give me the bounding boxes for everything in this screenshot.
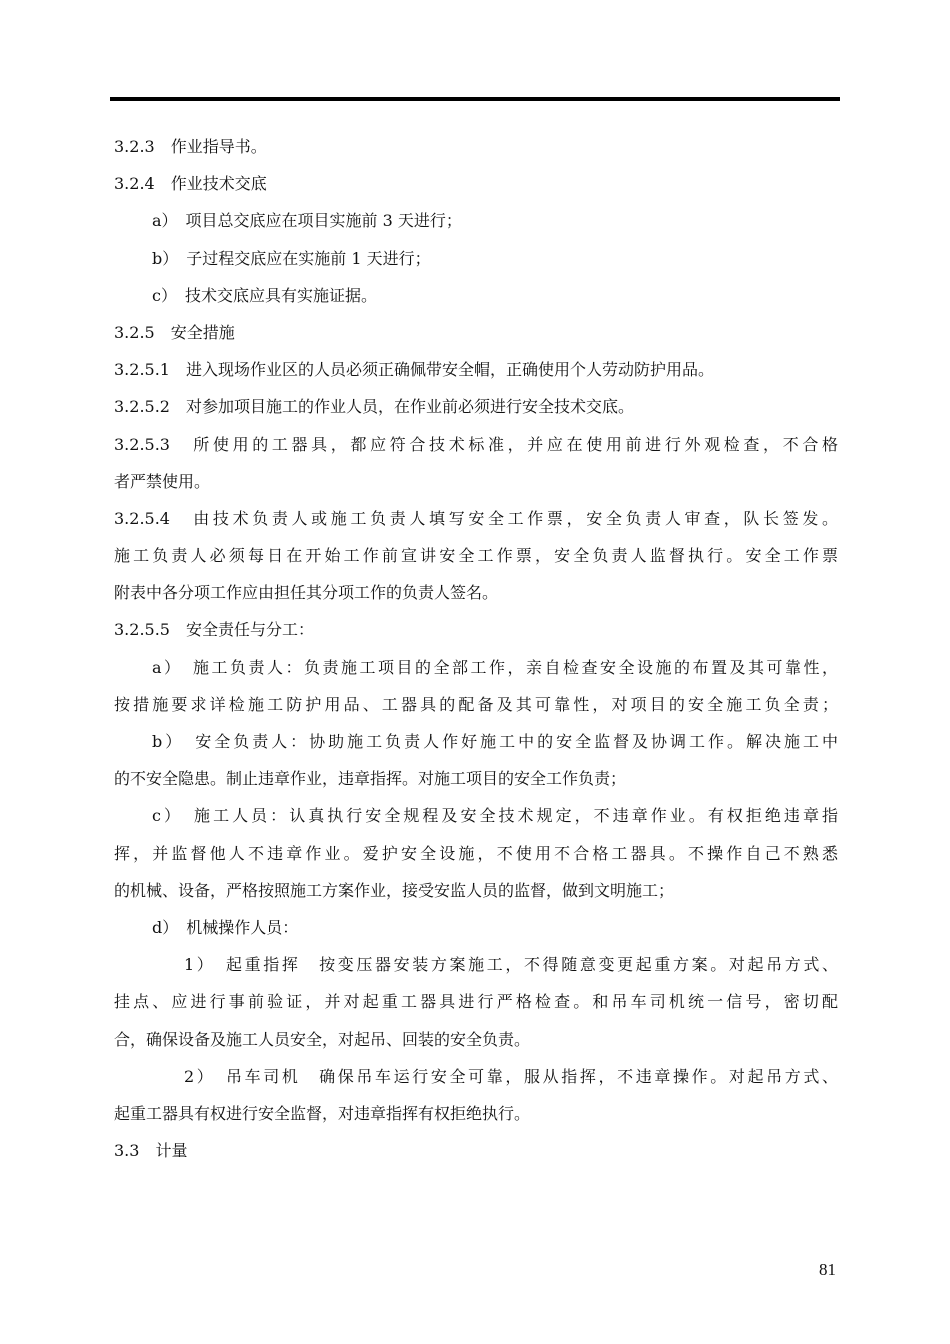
clause-3-2-5-3-line1: 3.2.5.3 所使用的工器具，都应符合技术标准，并应在使用前进行外观检查，不合格 [114,434,838,454]
duty-a-line2: 按措施要求详检施工防护用品、工器具的配备及其可靠性，对项目的安全施工负全责； [114,694,838,714]
heading-3-2-5: 3.2.5 安全措施 [114,322,235,342]
clause-3-2-5-4-line1: 3.2.5.4 由技术负责人或施工负责人填写安全工作票，安全负责人审查，队长签发。 [114,508,838,528]
operator-1-line3: 合，确保设备及施工人员安全，对起吊、回装的安全负责。 [114,1029,531,1049]
operator-2-line1: 2） 吊车司机 确保吊车运行安全可靠，服从指挥，不违章操作。对起吊方式、 [184,1066,838,1086]
heading-3-2-3: 3.2.3 作业指导书。 [114,137,267,156]
heading-3-2-4: 3.2.4 作业技术交底 [114,174,267,194]
clause-3-2-5-5: 3.2.5.5 安全责任与分工： [114,620,314,640]
list-item-b: b） 子过程交底应在实施前 1 天进行； [152,248,431,268]
clause-3-2-5-1: 3.2.5.1 进入现场作业区的人员必须正确佩带安全帽，正确使用个人劳动防护用品。 [114,360,714,380]
duty-b-line1: b） 安全负责人：协助施工负责人作好施工中的安全监督及协调工作。解决施工中 [152,732,838,751]
list-item-c: c） 技术交底应具有实施证据。 [152,285,377,305]
header-rule [110,97,840,101]
duty-a-line1: a） 施工负责人：负责施工项目的全部工作，亲自检查安全设施的布置及其可靠性， [152,657,838,677]
operator-1-line1: 1） 起重指挥 按变压器安装方案施工，不得随意变更起重方案。对起吊方式、 [184,955,838,975]
page-number: 81 [819,1260,836,1279]
clause-3-2-5-3-line2: 者严禁使用。 [114,471,211,491]
duty-c-line1: c） 施工人员：认真执行安全规程及安全技术规定，不违章作业。有权拒绝违章指 [152,806,838,826]
operator-2-line2: 起重工器具有权进行安全监督，对违章指挥有权拒绝执行。 [114,1103,531,1123]
duty-b-line2: 的不安全隐患。制止违章作业，违章指挥。对施工项目的安全工作负责； [114,769,627,789]
clause-3-2-5-2: 3.2.5.2 对参加项目施工的作业人员，在作业前必须进行安全技术交底。 [114,397,634,417]
duty-c-line3: 的机械、设备，严格按照施工方案作业，接受安监人员的监督，做到文明施工； [114,880,675,900]
clause-3-2-5-4-line2: 施工负责人必须每日在开始工作前宣讲安全工作票，安全负责人监督执行。安全工作票 [114,546,838,566]
duty-d: d） 机械操作人员： [152,917,299,937]
list-item-a: a） 项目总交底应在项目实施前 3 天进行； [152,211,462,231]
body-text [114,128,838,1169]
duty-c-line2: 挥，并监督他人不违章作业。爱护安全设施，不使用不合格工器具。不操作自己不熟悉 [114,843,838,863]
clause-3-2-5-4-line3: 附表中各分项工作应由担任其分项工作的负责人签名。 [114,583,499,603]
heading-3-3: 3.3 计量 [114,1141,188,1161]
operator-1-line2: 挂点、应进行事前验证，并对起重工器具进行严格检查。和吊车司机统一信号，密切配 [114,992,838,1012]
